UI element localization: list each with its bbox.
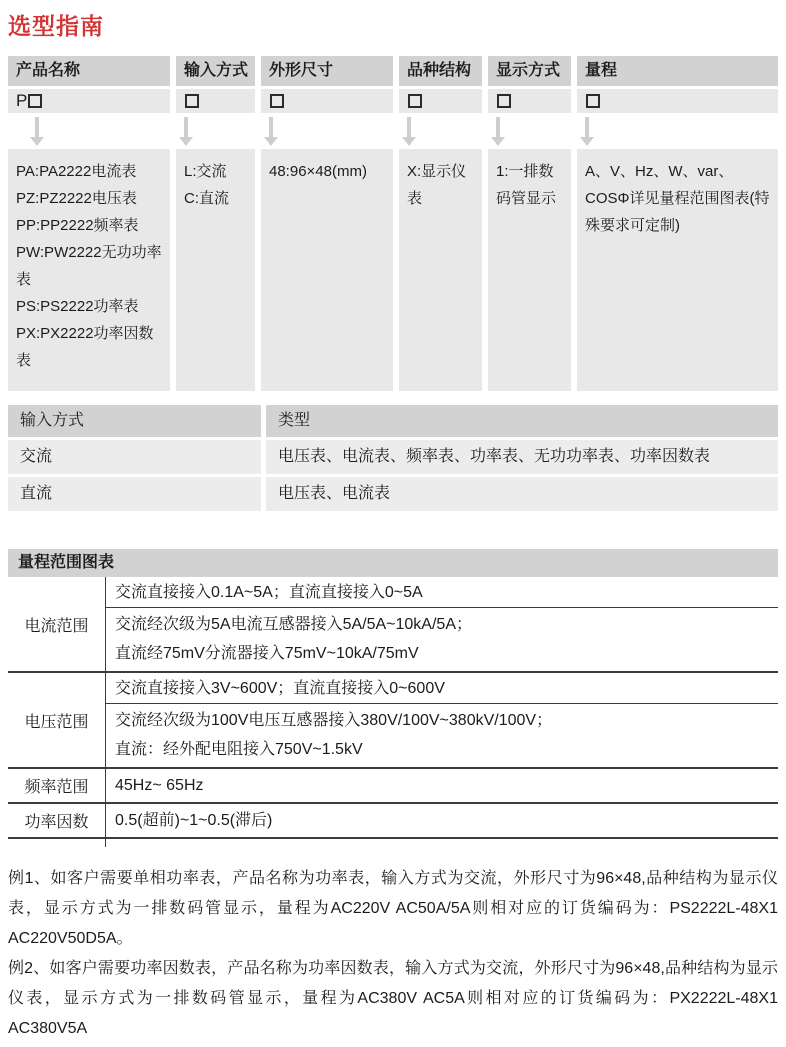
dimension-option: 48:96×48(mm): [269, 163, 367, 180]
code-placeholder-box-icon: [497, 94, 511, 108]
input-type-header-method: 输入方式: [8, 405, 261, 437]
selection-options-row: [8, 149, 778, 391]
selection-table: [8, 56, 778, 391]
code-placeholder-row: [8, 86, 778, 113]
header-dimensions: 外形尺寸: [261, 56, 393, 86]
example-2: 例2、如客户需要功率因数表，产品名称为功率因数表，输入方式为交流，外形尺寸为96×48,品种结构为显示仪表，显示方式为一排数码管显示，量程为AC380V AC5A则相对应的订货编码为：PX2222L-48X1 AC380V5A: [8, 960, 778, 1037]
product-option: PZ:PZ2222电压表: [16, 190, 137, 207]
input-method-cell: 直流: [8, 477, 261, 511]
code-cell-range: [577, 89, 778, 113]
input-method-cell: 交流: [8, 440, 261, 474]
code-placeholder-box-icon: [270, 94, 284, 108]
structure-option: X:显示仪表: [407, 163, 467, 207]
arrow-row: [8, 115, 778, 149]
range-row-label: 频率范围: [24, 779, 89, 796]
range-table: [8, 549, 778, 839]
power-factor-row: [8, 804, 778, 839]
current-range-group: [8, 577, 778, 673]
input-method-options: [176, 149, 255, 391]
product-option: PA:PA2222电流表: [16, 163, 137, 180]
current-direct-value: 交流直接接入0.1A~5A；直流直接接入0~5A: [105, 577, 778, 608]
input-option: L:交流: [184, 163, 227, 180]
range-row-label: 电压范围: [24, 713, 89, 731]
display-option: 1:一排数码管显示: [496, 163, 557, 207]
down-arrow-icon: [585, 117, 589, 137]
header-variety-structure: 品种结构: [399, 56, 482, 86]
selection-header-row: [8, 56, 778, 86]
product-option: PP:PP2222频率表: [16, 217, 139, 234]
input-type-header-row: [8, 405, 778, 437]
product-name-options: [8, 149, 170, 391]
product-option: PS:PS2222功率表: [16, 298, 139, 315]
table-row-ac: [8, 440, 778, 474]
range-table-title: 量程范围图表: [8, 549, 778, 577]
header-range: 量程: [577, 56, 778, 86]
code-cell-product: [8, 89, 170, 113]
header-display-mode: 显示方式: [488, 56, 571, 86]
down-arrow-icon: [269, 117, 273, 137]
input-type-header-type: 类型: [266, 405, 778, 437]
down-arrow-icon: [35, 117, 39, 137]
frequency-range-row: [8, 769, 778, 804]
types-cell: 电压表、电流表: [266, 477, 778, 511]
product-option: PX:PX2222功率因数表: [16, 325, 154, 369]
voltage-via-line1: 交流经次级为100V电压互感器接入380V/100V~380kV/100V；: [115, 712, 553, 729]
input-type-table: [8, 405, 778, 511]
header-product-name: 产品名称: [8, 56, 170, 86]
input-option: C:直流: [184, 190, 230, 207]
code-cell-size: [261, 89, 393, 113]
structure-options: [399, 149, 482, 391]
page-title: 选型指南: [8, 13, 104, 39]
range-row-label: 功率因数: [24, 814, 89, 831]
range-option: A、V、Hz、W、var、COSΦ详见量程范围图表(特殊要求可定制): [585, 163, 770, 234]
range-table-body: [8, 577, 778, 839]
code-prefix: P: [16, 91, 28, 110]
code-placeholder-box-icon: [28, 94, 42, 108]
ordering-examples: [8, 864, 778, 1044]
voltage-direct-value: 交流直接接入3V~600V；直流直接接入0~600V: [105, 673, 778, 704]
down-arrow-icon: [496, 117, 500, 137]
code-cell-structure: [399, 89, 482, 113]
range-options: [577, 149, 778, 391]
range-row-label: 电流范围: [24, 617, 89, 635]
code-cell-input: [176, 89, 255, 113]
voltage-range-group: [8, 673, 778, 769]
code-placeholder-box-icon: [185, 94, 199, 108]
code-cell-display: [488, 89, 571, 113]
current-via-line2: 直流经75mV分流器接入75mV~10kA/75mV: [115, 645, 419, 662]
down-arrow-icon: [184, 117, 188, 137]
header-input-method: 输入方式: [176, 56, 255, 86]
display-mode-options: [488, 149, 571, 391]
code-placeholder-box-icon: [408, 94, 422, 108]
frequency-range-value: 45Hz~ 65Hz: [115, 777, 204, 794]
dimension-options: [261, 149, 393, 391]
current-via-line1: 交流经次级为5A电流互感器接入5A/5A~10kA/5A；: [115, 616, 472, 633]
voltage-via-line2: 直流：经外配电阻接入750V~1.5kV: [115, 741, 363, 758]
table-row-dc: [8, 477, 778, 511]
example-1: 例1、如客户需要单相功率表，产品名称为功率表，输入方式为交流，外形尺寸为96×48,品种结构为显示仪表，显示方式为一排数码管显示，量程为AC220V AC50A/5A则相对应的订货编码为：PS2222L-48X1 AC220V50D5A。: [8, 870, 778, 947]
power-factor-value: 0.5(超前)~1~0.5(滞后): [115, 812, 273, 829]
product-option: PW:PW2222无功功率表: [16, 244, 162, 288]
down-arrow-icon: [407, 117, 411, 137]
current-via-value: [105, 608, 778, 671]
voltage-via-value: [105, 704, 778, 767]
code-placeholder-box-icon: [586, 94, 600, 108]
types-cell: 电压表、电流表、频率表、功率表、无功功率表、功率因数表: [266, 440, 778, 474]
column-divider-line: [105, 577, 106, 847]
